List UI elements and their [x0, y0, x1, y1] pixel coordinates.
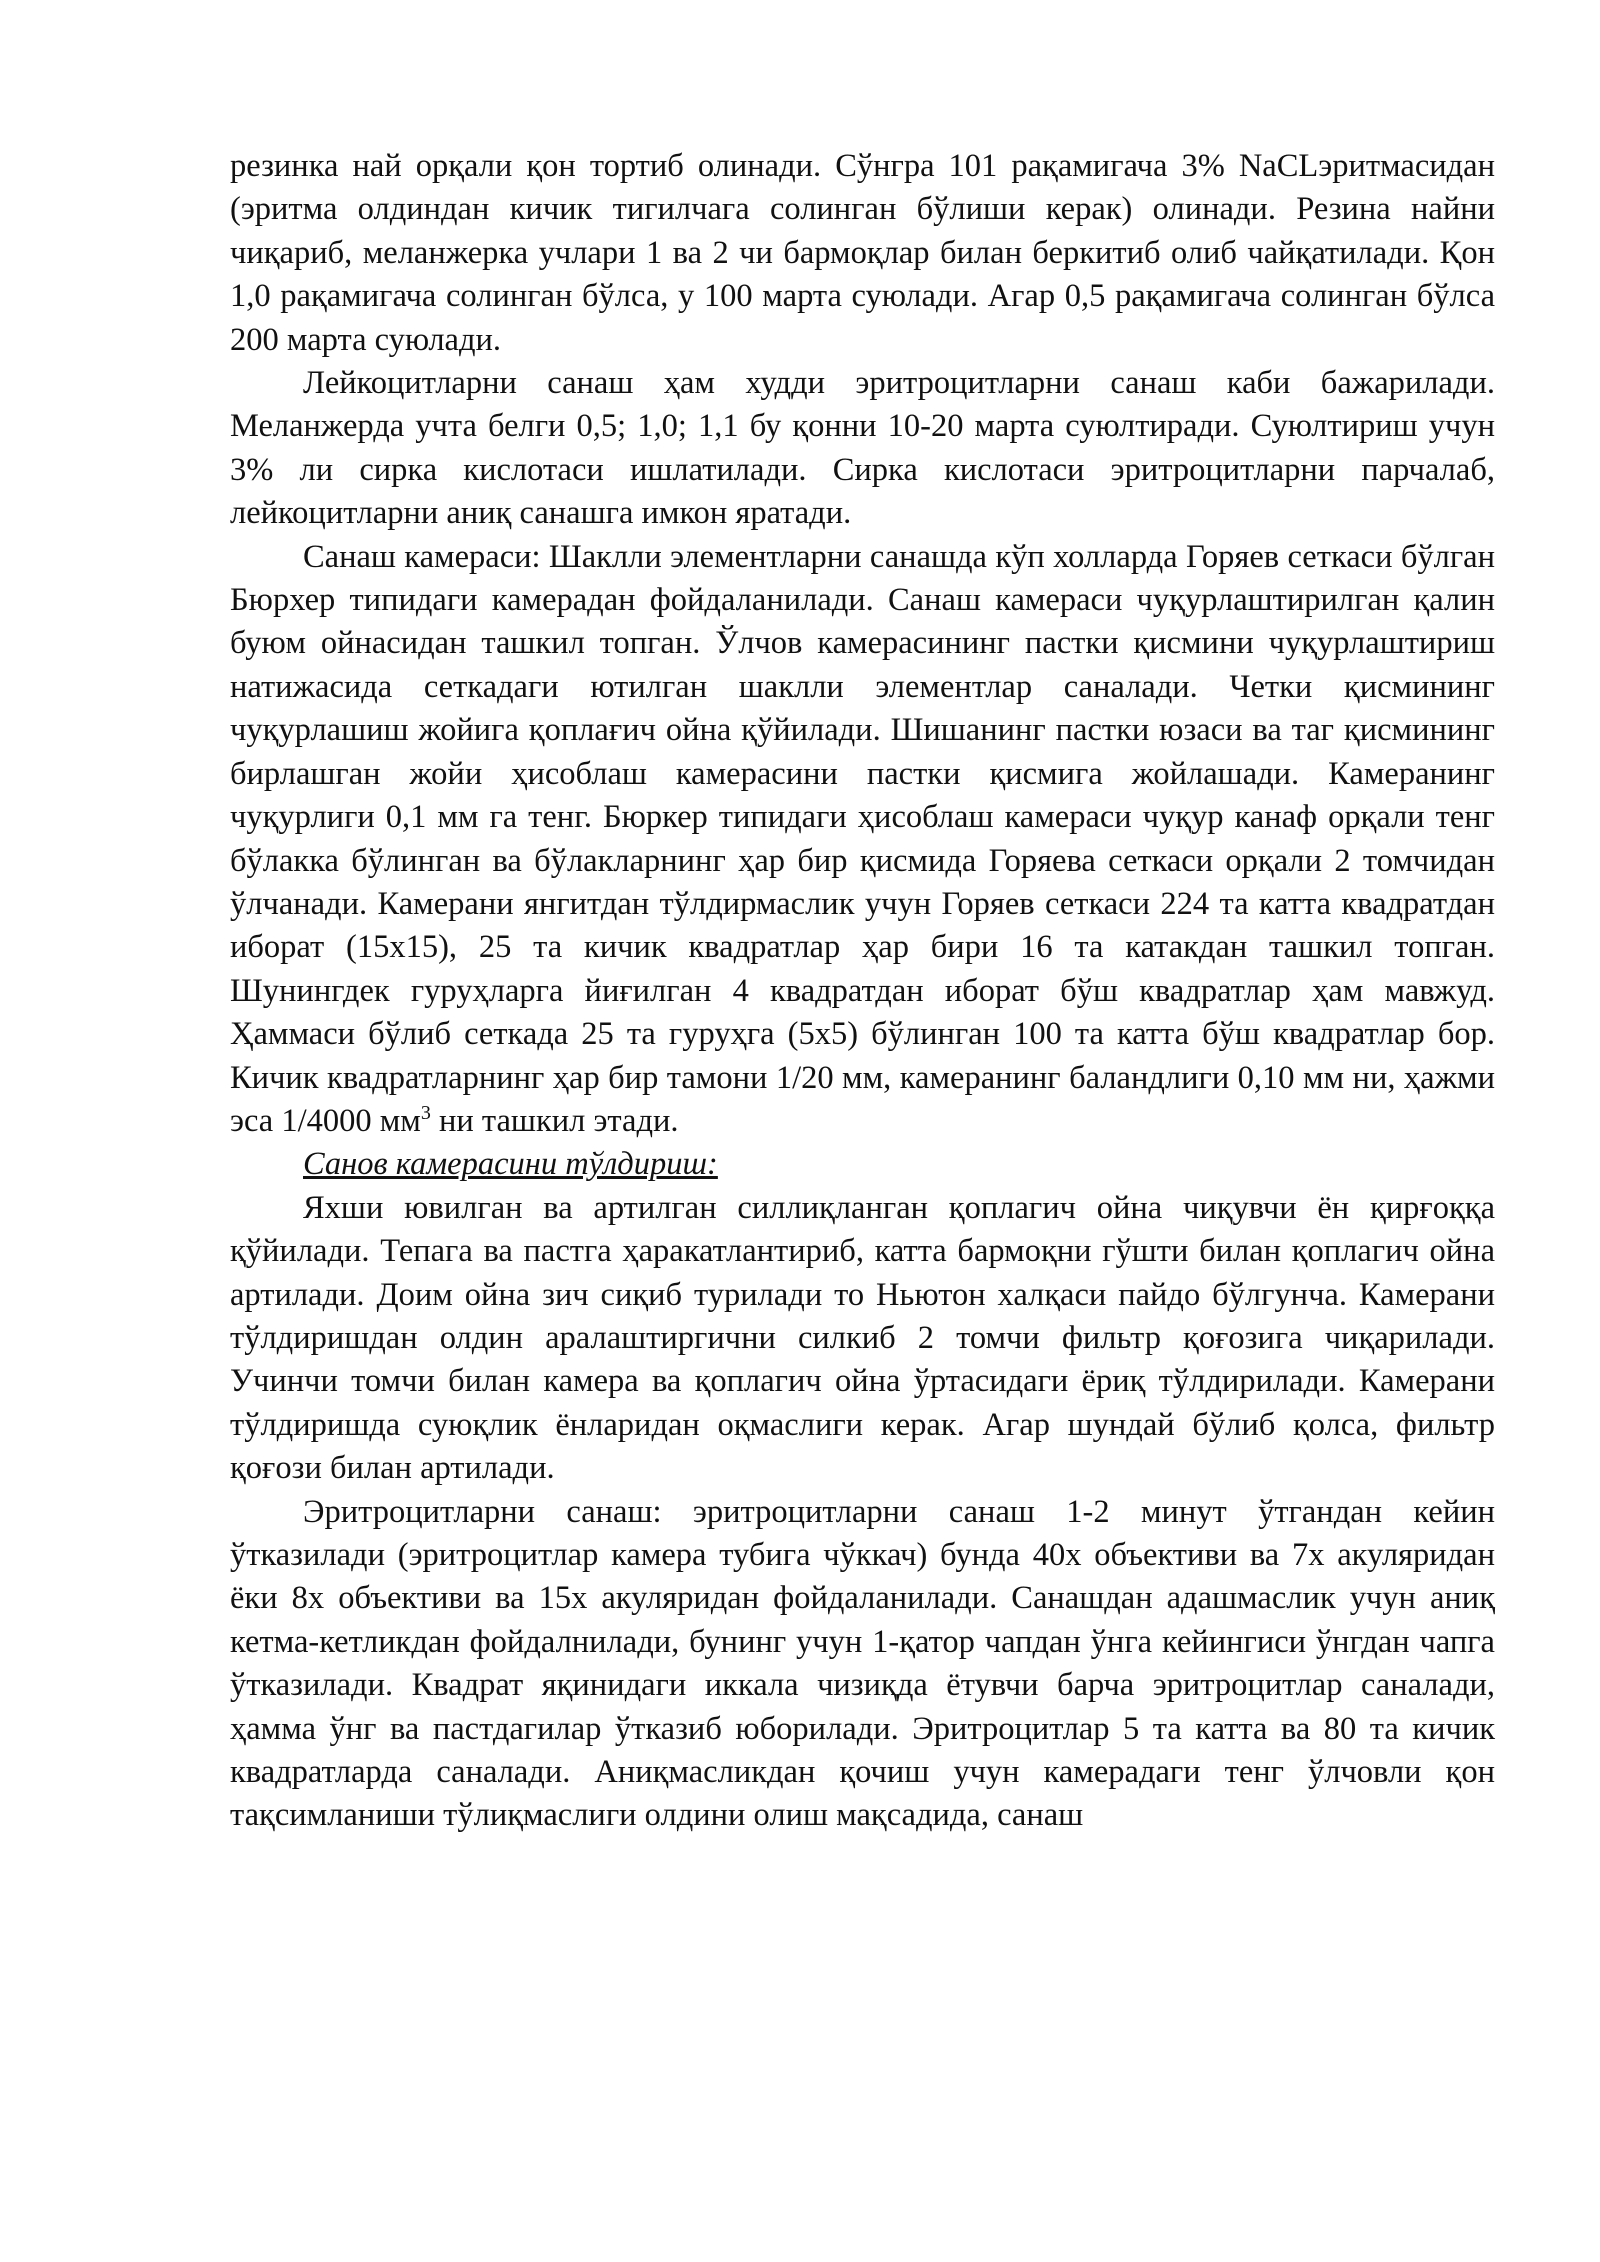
document-page [230, 145, 1495, 1838]
section-heading-chamber-filling: Санов камерасини тўлдириш: [303, 1146, 718, 1183]
paragraph-leukocyte-counting: Лейкоцитларни санаш ҳам худди эритроцитларни санаш каби бажарилади. Меланжерда учта белги 0,5; 1,0; 1,1 бу қонни 10-20 марта суюлтиради. Суюлтириш учун 3% ли сирка кислотаси ишлатилади. Сирка кислотаси эритроцитларни парчалаб, лейкоцитларни аниқ санашга имкон яратади. [230, 365, 1495, 532]
chamber-text-tail: ни ташкил этади. [430, 1102, 679, 1139]
chamber-text: Санаш камераси: Шаклли элементларни санашда кўп холларда Горяев сеткаси бўлган Бюрхер типидаги камерадан фойдаланилади. Санаш камераси чуқурлаштирилган қалин буюм ойнасидан ташкил топган. Ўлчов камерасининг пастки қисмини чуқурлаштириш натижасида сеткадаги ютилган шаклли элементлар саналади. Четки қисмининг чуқурлашиш жойига қоплағич ойна қўйилади. Шишанинг пастки юзаси ва таг қисмининг бирлашган жойи ҳисоблаш камерасини пастки қисмига жойлашади. Камеранинг чуқурлиги 0,1 мм га тенг. Бюркер типидаги ҳисоблаш камераси чуқур канаф орқали тенг бўлакка бўлинган ва бўлакларнинг ҳар бир қисмида Горяева сеткаси орқали 2 томчидан ўлчанади. Камерани янгитдан тўлдирмаслик учун Горяев сеткаси 224 та катта квадратдан иборат (15х15), 25 та кичик квадратлар ҳар бири 16 та катакдан ташкил топган. Шунингдек гуруҳларга йиғилган 4 квадратдан иборат бўш квадратлар ҳам мавжуд. Ҳаммаси бўлиб сеткада 25 та гуруҳга (5х5) бўлинган 100 та катта бўш квадратлар бор. Кичик квадратларнинг ҳар бир тамони 1/20 мм, камеранинг баландлиги 0,10 мм ни, ҳажми эса 1/4000 мм [230, 538, 1495, 1139]
paragraph-counting-chamber [230, 536, 1495, 1144]
paragraph-blood-dilution: резинка най орқали қон тортиб олинади. Сўнгра 101 рақамигача 3% NaCLэритмасидан (эритма олдиндан кичик тигилчага солинган бўлиши керак) олинади. Резина найни чиқариб, меланжерка учлари 1 ва 2 чи бармоқлар билан беркитиб олиб чайқатилади. Қон 1,0 рақамигача солинган бўлса, у 100 марта суюлади. Агар 0,5 рақамигача солинган бўлса 200 марта суюлади. [230, 148, 1495, 358]
superscript-cube: 3 [420, 1102, 431, 1125]
paragraph-chamber-filling: Яхши ювилган ва артилган силлиқланган қоплагич ойна чиқувчи ён қирғоққа қўйилади. Тепага ва пастга ҳаракатлантириб, катта бармоқни гўшти билан қоплагич ойна артилади. Доим ойна зич сиқиб турилади то Ньютон халқаси пайдо бўлгунча. Камерани тўлдиришдан олдин аралаштиргични силкиб 2 томчи фильтр қоғозига чиқарилади. Учинчи томчи билан камера ва қоплагич ойна ўртасидаги ёриқ тўлдирилади. Камерани тўлдиришда суюқлик ёнларидан оқмаслиги керак. Агар шундай бўлиб қолса, фильтр қоғози билан артилади. [230, 1189, 1495, 1487]
paragraph-erythrocyte-counting: Эритроцитларни санаш: эритроцитларни санаш 1-2 минут ўтгандан кейин ўтказилади (эритроцитлар камера тубига чўккач) бунда 40х объективи ва 7х акуляридан ёки 8х объективи ва 15х акуляридан фойдаланилади. Санашдан адашмаслик учун аниқ кетма-кетликдан фойдалнилади, бунинг учун 1-қатор чапдан ўнга кейингиси ўнгдан чапга ўтказилади. Квадрат яқинидаги иккала чизиқда ётувчи барча эритроцитлар саналади, ҳамма ўнг ва пастдагилар ўтказиб юборилади. Эритроцитлар 5 та катта ва 80 та кичик квадратларда саналади. Аниқмасликдан қочиш учун камерадаги тенг ўлчовли қон тақсимланиши тўлиқмаслиги олдини олиш мақсадида, санаш [230, 1493, 1495, 1834]
